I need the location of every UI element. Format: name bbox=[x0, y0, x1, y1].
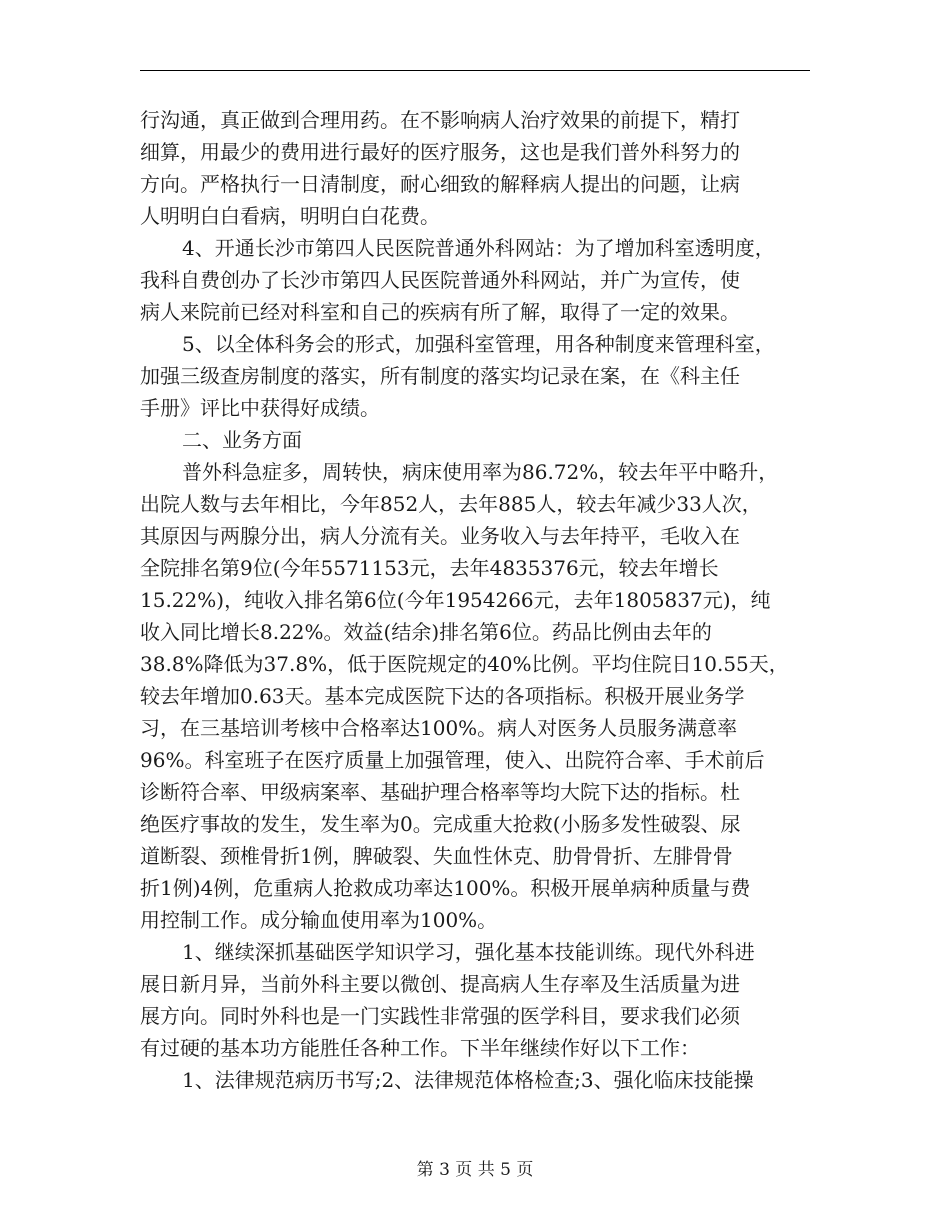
text-line: 用控制工作。成分输血使用率为100%。 bbox=[140, 908, 498, 932]
text-line: 展方向。同时外科也是一门实践性非常强的医学科目，要求我们必须 bbox=[140, 1004, 740, 1028]
text-line: 道断裂、颈椎骨折1例，脾破裂、失血性休克、肋骨骨折、左腓骨骨 bbox=[140, 844, 733, 868]
text-line: 5、以全体科务会的形式，加强科室管理，用各种制度来管理科室， bbox=[182, 332, 775, 356]
text-line: 细算，用最少的费用进行最好的医疗服务，这也是我们普外科努力的 bbox=[140, 140, 740, 164]
text-line: 15.22%)，纯收入排名第6位(今年1954266元，去年1805837元)，纯 bbox=[140, 588, 771, 612]
document-body bbox=[140, 104, 810, 1096]
text-line: 4、开通长沙市第四人民医院普通外科网站：为了增加科室透明度， bbox=[182, 236, 775, 260]
text-line: 手册》评比中获得好成绩。 bbox=[140, 396, 380, 420]
text-line: 习，在三基培训考核中合格率达100%。病人对医务人员服务满意率 bbox=[140, 716, 738, 740]
text-line: 1、继续深抓基础医学知识学习，强化基本技能训练。现代外科进 bbox=[182, 940, 755, 964]
text-line: 普外科急症多，周转快，病床使用率为86.72%，较去年平中略升， bbox=[182, 460, 779, 484]
text-line: 有过硬的基本功方能胜任各种工作。下半年继续作好以下工作： bbox=[140, 1036, 700, 1060]
text-line: 诊断符合率、甲级病案率、基础护理合格率等均大院下达的指标。杜 bbox=[140, 780, 740, 804]
text-line: 我科自费创办了长沙市第四人民医院普通外科网站，并广为宣传，使 bbox=[140, 268, 740, 292]
header-rule bbox=[140, 70, 810, 71]
text-line: 较去年增加0.63天。基本完成医院下达的各项指标。积极开展业务学 bbox=[140, 684, 745, 708]
text-line: 全院排名第9位(今年5571153元，去年4835376元，较去年增长 bbox=[140, 556, 719, 580]
text-line: 病人来院前已经对科室和自己的疾病有所了解，取得了一定的效果。 bbox=[140, 300, 740, 324]
text-line: 收入同比增长8.22%。效益(结余)排名第6位。药品比例由去年的 bbox=[140, 620, 712, 644]
text-line: 行沟通，真正做到合理用药。在不影响病人治疗效果的前提下，精打 bbox=[140, 108, 740, 132]
text-line: 96%。科室班子在医疗质量上加强管理，使入、出院符合率、手术前后 bbox=[140, 748, 765, 772]
section-heading: 二、业务方面 bbox=[182, 428, 302, 452]
page-number: 第 3 页 共 5 页 bbox=[416, 1160, 534, 1180]
text-line: 出院人数与去年相比，今年852人，去年885人，较去年减少33人次， bbox=[140, 492, 762, 516]
text-line: 1、法律规范病历书写;2、法律规范体格检查;3、强化临床技能操 bbox=[182, 1068, 754, 1092]
text-line: 38.8%降低为37.8%，低于医院规定的40%比例。平均住院日10.55天， bbox=[140, 652, 789, 676]
text-line: 加强三级查房制度的落实，所有制度的落实均记录在案，在《科主任 bbox=[140, 364, 740, 388]
text-line: 方向。严格执行一日清制度，耐心细致的解释病人提出的问题，让病 bbox=[140, 172, 740, 196]
text-line: 绝医疗事故的发生，发生率为0。完成重大抢救(小肠多发性破裂、尿 bbox=[140, 812, 741, 836]
text-line: 折1例)4例，危重病人抢救成功率达100%。积极开展单病种质量与费 bbox=[140, 876, 751, 900]
text-line: 人明明白白看病，明明白白花费。 bbox=[140, 204, 440, 228]
text-line: 展日新月异，当前外科主要以微创、提高病人生存率及生活质量为进 bbox=[140, 972, 740, 996]
text-line: 其原因与两腺分出，病人分流有关。业务收入与去年持平，毛收入在 bbox=[140, 524, 740, 548]
